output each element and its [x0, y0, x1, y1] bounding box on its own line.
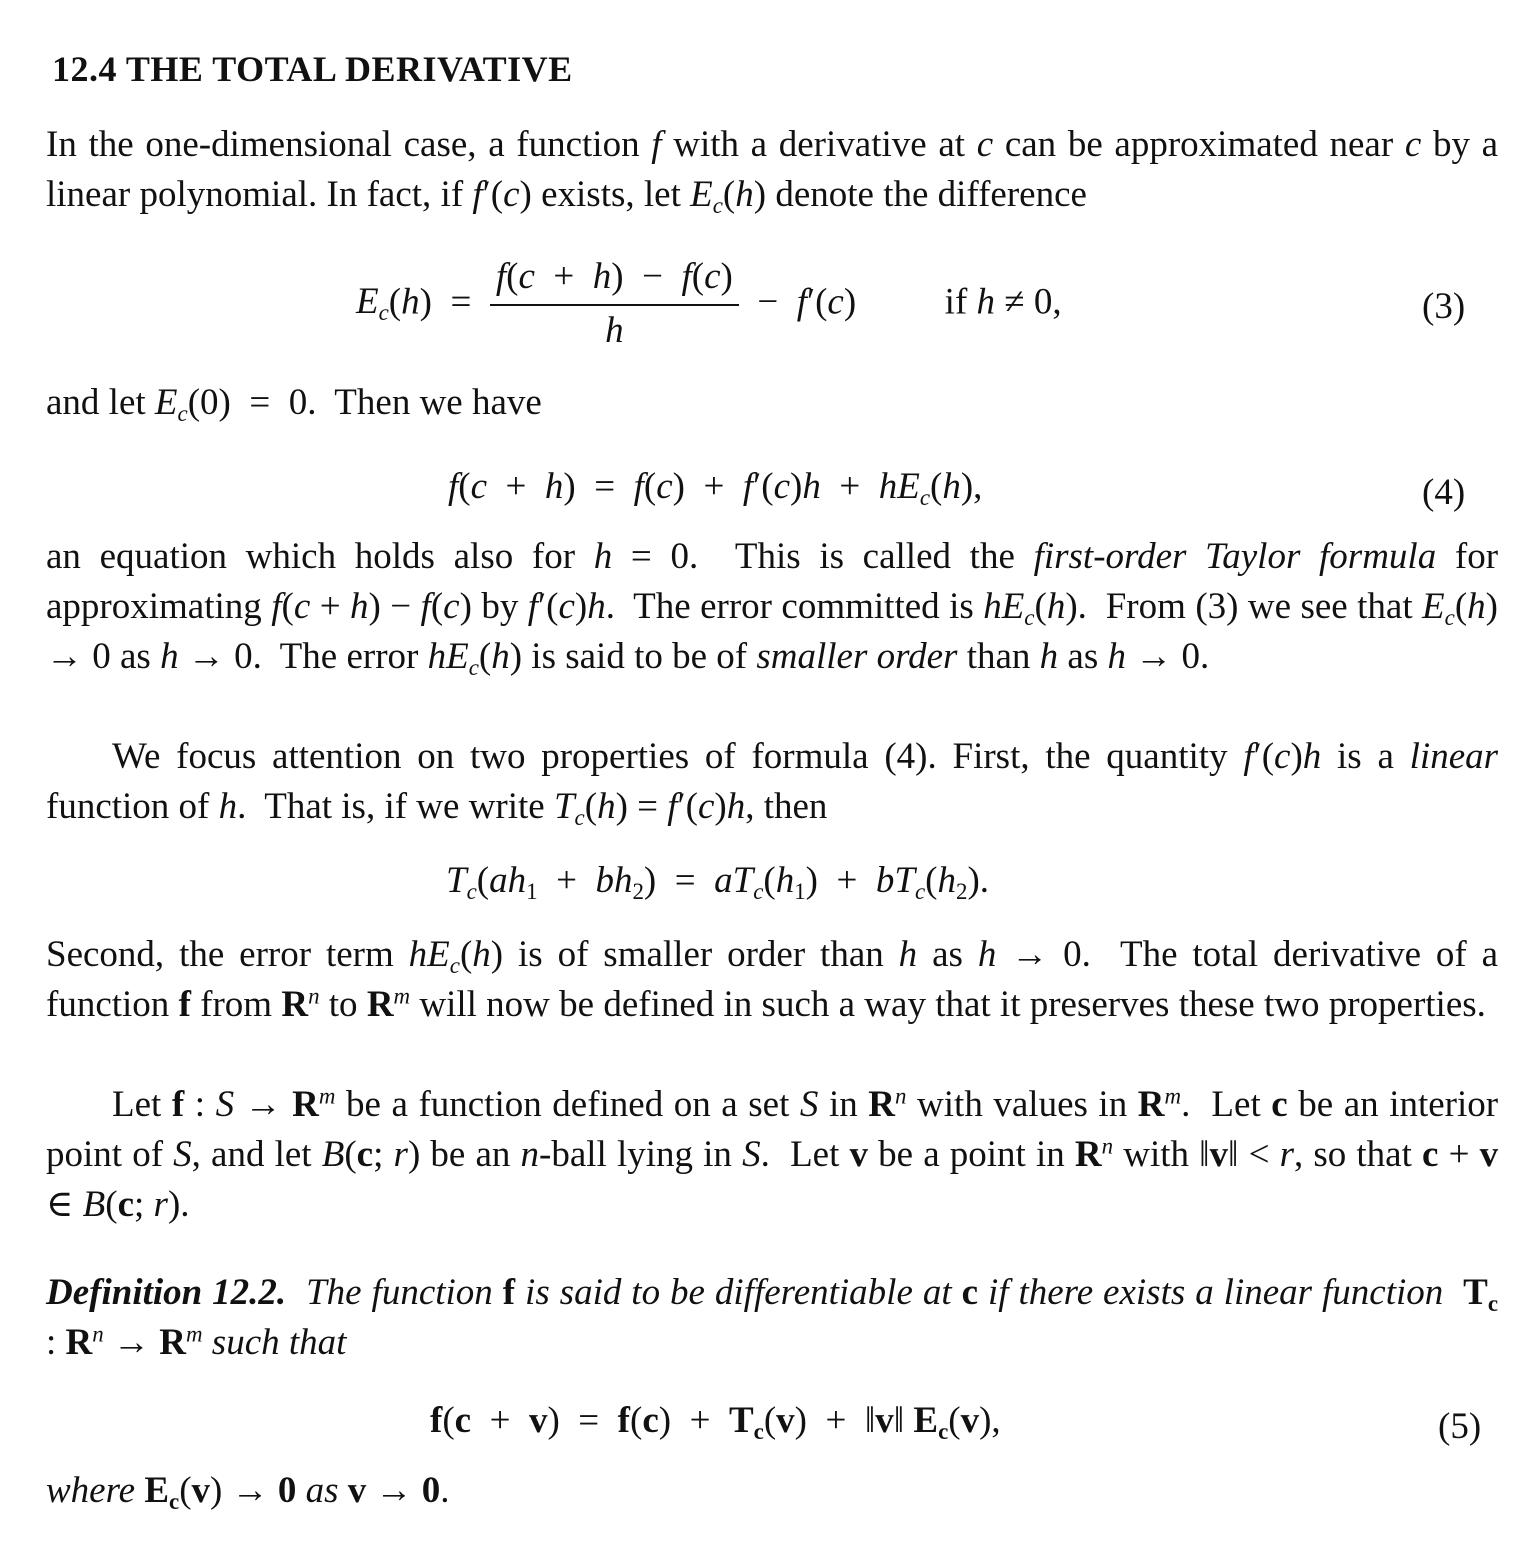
section-heading: 12.4 THE TOTAL DERIVATIVE — [52, 49, 573, 89]
paragraph-second-property: Second, the error term $hE_c(h)$ is of smaller order than h as h → 0. The total derivative of a function f from $R^n$ to $R^m$ will now be defined in such a way that it preserves these two properties. — [46, 934, 1499, 1025]
equation-number-3: (3) — [1422, 286, 1466, 327]
paragraph-taylor: an equation which holds also for h = 0. This is called the first-order Taylor formula for approximating f(c + h) − f(c) by f′(c)h. The error committed is $hE_c(h)$. From (3) we see that $E_c(h) \to 0$ as h → 0. The error $hE_c(h)$ is said to be of smaller order than h as h → 0. — [46, 536, 1499, 680]
equation-number-5: (5) — [1438, 1406, 1482, 1447]
equation-number-4: (4) — [1422, 472, 1466, 513]
definition-12-2: Definition 12.2. The function f is said to be differentiable at c if there exists a linear function $T_c$ : $R^n \to R^m$ such that — [46, 1272, 1499, 1363]
equation-4: $f(c + h) = f(c) + f'(c)h + hE_c(h)$, — [448, 466, 983, 510]
paragraph-setup: Let f : $S \to R^m$ be a function defined on a set S in $R^n$ with values in $R^m$. Let c be an interior point of S, and let B(c; r) be an n-ball lying in S. Let v be a point in $R^n$ with ‖v‖ < r, so that c + v ∈ B(c; r). — [46, 1083, 1499, 1225]
paragraph-properties: We focus attention on two properties of formula (4). First, the quantity f′(c)h is a linear function of h. That is, if we write $T_c(h) = f'(c)h$, then — [46, 736, 1499, 830]
equation-linearity: $T_c(ah_1 + bh_2) = aT_c(h_1) + bT_c(h_2)$. — [446, 860, 990, 904]
paragraph-define-zero: and let $E_c(0) = 0$. Then we have — [46, 382, 542, 426]
equation-5: $f(c + v) = f(c) + T_c(v)$ + ‖v‖ $E_c(v)$, — [430, 1400, 1001, 1444]
definition-closing: where $E_c(v) \to 0$ as v → 0. — [46, 1470, 450, 1514]
definition-label: Definition 12.2. — [46, 1272, 287, 1313]
difference-quotient: $\frac{f(c + h) - f(c)}{h}$ — [490, 254, 739, 356]
equation-3: $E_c(h)$ = $\frac{f(c + h) - f(c)}{h}$ − f′(c) if h ≠ 0, — [356, 254, 1062, 356]
paragraph-intro: In the one-dimensional case, a function f with a derivative at c can be approximated near c by a linear polynomial. In fact, if f′(c) exists, let $E_c(h)$ denote the difference — [46, 124, 1499, 218]
